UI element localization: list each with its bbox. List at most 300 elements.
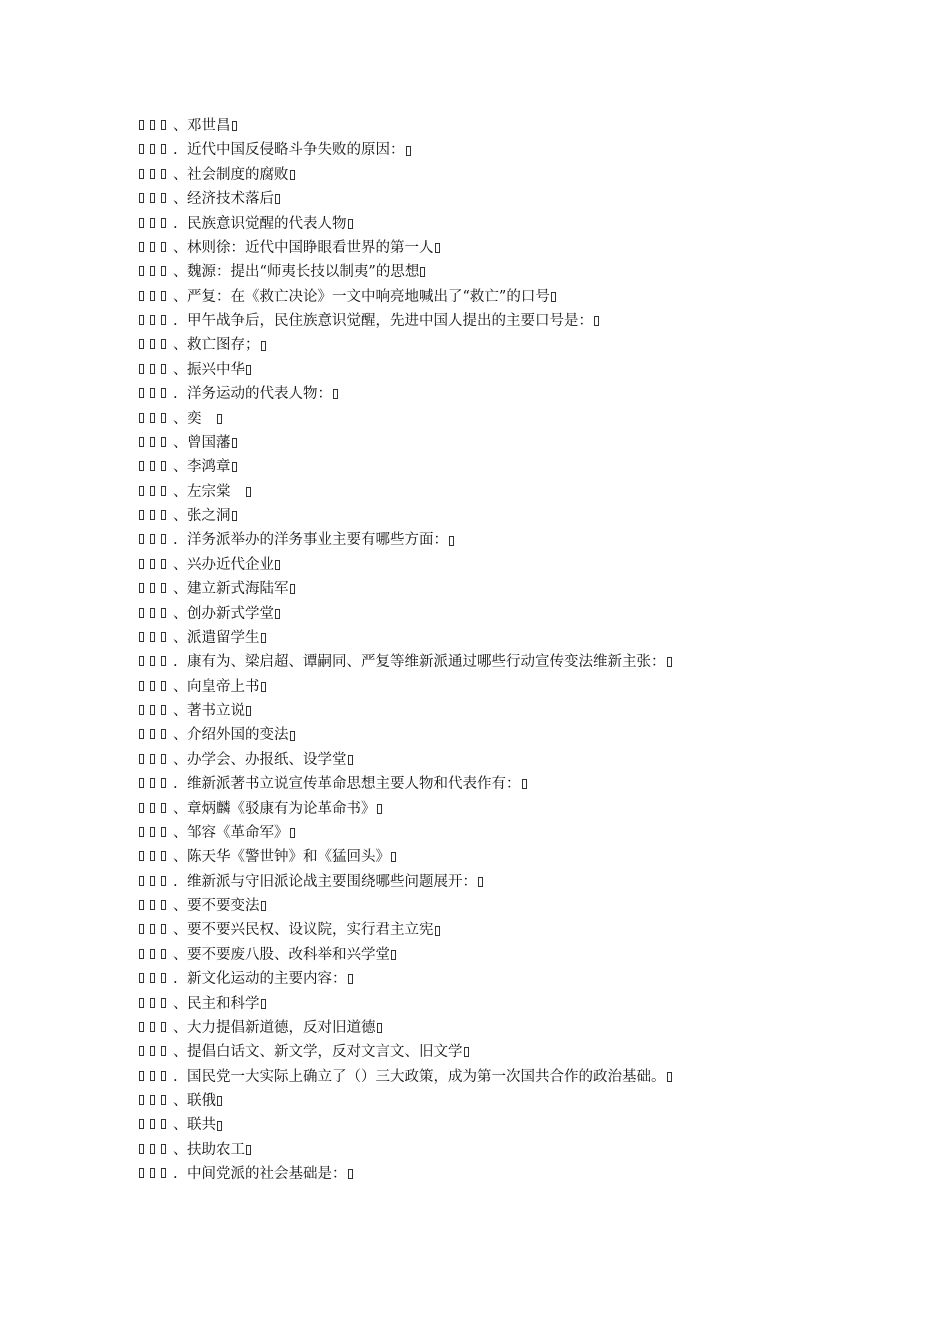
- answer-text: 要不要变法: [187, 898, 260, 914]
- missing-glyph-box: [150, 949, 155, 959]
- missing-glyph-box: [161, 1022, 166, 1032]
- line-end-glyph-box: [217, 414, 222, 424]
- missing-glyph-box: [161, 1071, 166, 1081]
- missing-glyph-box: [161, 729, 166, 739]
- answer-text: 振兴中华: [187, 361, 245, 378]
- missing-glyph-marks: [139, 894, 173, 918]
- missing-glyph-box: [161, 413, 166, 423]
- missing-glyph-marks: [139, 1162, 173, 1186]
- question-separator: .: [173, 873, 178, 890]
- missing-glyph-box: [139, 656, 144, 666]
- missing-glyph-box: [150, 144, 155, 154]
- missing-glyph-box: [139, 803, 144, 813]
- answer-line: [139, 1138, 929, 1162]
- line-end-glyph-box: [420, 267, 425, 277]
- missing-glyph-box: [150, 1095, 155, 1105]
- answer-line: [139, 504, 929, 528]
- missing-glyph-box: [139, 120, 144, 130]
- missing-glyph-box: [150, 632, 155, 642]
- question-separator: .: [173, 654, 178, 671]
- question-text: 洋务派举办的洋务事业主要有哪些方面：: [187, 532, 448, 549]
- answer-text: 林则徐：近代中国睁眼看世界的第一人: [187, 239, 434, 256]
- line-end-glyph-box: [391, 950, 396, 960]
- answer-text: 左宗棠: [187, 483, 245, 500]
- answer-line: [139, 1089, 929, 1113]
- missing-glyph-marks: [139, 358, 173, 382]
- missing-glyph-box: [139, 924, 144, 934]
- question-text: 甲午战争后，民住族意识觉醒，先进中国人提出的主要口号是：: [187, 313, 593, 329]
- missing-glyph-box: [150, 486, 155, 496]
- missing-glyph-box: [161, 120, 166, 130]
- missing-glyph-marks: [139, 821, 173, 845]
- missing-glyph-box: [139, 534, 144, 544]
- missing-glyph-box: [150, 583, 155, 593]
- missing-glyph-marks: [139, 723, 173, 747]
- missing-glyph-box: [161, 827, 166, 837]
- missing-glyph-box: [139, 437, 144, 447]
- question-separator: .: [173, 386, 178, 403]
- missing-glyph-box: [139, 266, 144, 276]
- answer-line: [139, 675, 929, 699]
- missing-glyph-box: [161, 851, 166, 861]
- line-end-glyph-box: [667, 657, 672, 667]
- missing-glyph-box: [150, 1168, 155, 1178]
- missing-glyph-box: [150, 218, 155, 228]
- line-end-glyph-box: [290, 170, 295, 180]
- missing-glyph-box: [161, 144, 166, 154]
- missing-glyph-marks: [139, 1089, 173, 1113]
- missing-glyph-box: [150, 364, 155, 374]
- missing-glyph-box: [139, 413, 144, 423]
- missing-glyph-marks: [139, 772, 173, 796]
- line-end-glyph-box: [478, 877, 483, 887]
- missing-glyph-box: [139, 218, 144, 228]
- missing-glyph-marks: [139, 187, 173, 211]
- missing-glyph-marks: [139, 431, 173, 455]
- missing-glyph-box: [161, 486, 166, 496]
- missing-glyph-box: [161, 656, 166, 666]
- missing-glyph-box: [161, 242, 166, 252]
- answer-text: 要不要兴民权、设议院，实行君主立宪: [187, 922, 434, 939]
- missing-glyph-box: [139, 608, 144, 618]
- answer-text: 介绍外国的变法: [187, 727, 289, 744]
- answer-text: 联俄: [187, 1093, 216, 1109]
- answer-text: 救亡图存；: [187, 337, 260, 354]
- missing-glyph-box: [161, 461, 166, 471]
- answer-separator: 、: [173, 361, 188, 378]
- missing-glyph-box: [139, 291, 144, 301]
- missing-glyph-box: [139, 583, 144, 593]
- answer-text: 严复：在《救亡决论》一文中响亮地喊出了“救亡”的口号: [187, 288, 550, 305]
- missing-glyph-box: [161, 266, 166, 276]
- missing-glyph-box: [139, 949, 144, 959]
- missing-glyph-box: [161, 900, 166, 910]
- missing-glyph-box: [150, 778, 155, 788]
- missing-glyph-box: [161, 559, 166, 569]
- line-end-glyph-box: [377, 1023, 382, 1033]
- missing-glyph-box: [139, 1046, 144, 1056]
- missing-glyph-marks: [139, 138, 173, 162]
- answer-separator: 、: [173, 1141, 188, 1158]
- missing-glyph-marks: [139, 333, 173, 357]
- missing-glyph-box: [139, 851, 144, 861]
- answer-line: [139, 455, 929, 479]
- answer-text: 陈天华《警世钟》和《猛回头》: [187, 849, 390, 866]
- missing-glyph-marks: [139, 163, 173, 187]
- answer-text: 创办新式学堂: [187, 605, 274, 622]
- question-text: 维新派与守旧派论战主要围绕哪些问题展开：: [187, 873, 477, 890]
- missing-glyph-box: [161, 169, 166, 179]
- missing-glyph-box: [150, 437, 155, 447]
- missing-glyph-box: [161, 291, 166, 301]
- answer-line: [139, 480, 929, 504]
- missing-glyph-box: [150, 266, 155, 276]
- missing-glyph-box: [150, 827, 155, 837]
- missing-glyph-box: [150, 291, 155, 301]
- answer-line: [139, 236, 929, 260]
- answer-text: 要不要废八股、改科举和兴学堂: [187, 946, 390, 963]
- missing-glyph-marks: [139, 650, 173, 674]
- answer-separator: 、: [173, 118, 188, 134]
- missing-glyph-marks: [139, 967, 173, 991]
- missing-glyph-marks: [139, 797, 173, 821]
- missing-glyph-box: [139, 461, 144, 471]
- missing-glyph-box: [150, 388, 155, 398]
- answer-separator: 、: [173, 898, 188, 914]
- question-line: [139, 309, 929, 333]
- answer-separator: 、: [173, 800, 188, 817]
- answer-separator: 、: [173, 629, 188, 646]
- answer-separator: 、: [173, 946, 188, 963]
- line-end-glyph-box: [261, 999, 266, 1009]
- question-line: [139, 650, 929, 674]
- answer-separator: 、: [173, 995, 188, 1012]
- question-text: 近代中国反侵略斗争失败的原因：: [187, 142, 405, 159]
- answer-line: [139, 260, 929, 284]
- missing-glyph-box: [139, 510, 144, 520]
- missing-glyph-box: [150, 193, 155, 203]
- missing-glyph-box: [161, 437, 166, 447]
- missing-glyph-box: [150, 851, 155, 861]
- missing-glyph-box: [150, 534, 155, 544]
- answer-separator: 、: [173, 1117, 188, 1134]
- answer-line: [139, 626, 929, 650]
- answer-text: 向皇帝上书: [187, 678, 260, 695]
- line-end-glyph-box: [594, 316, 599, 326]
- answer-text: 提倡白话文、新文学，反对文言文、旧文学: [187, 1044, 463, 1061]
- answer-separator: 、: [173, 459, 188, 476]
- missing-glyph-box: [139, 559, 144, 569]
- missing-glyph-box: [139, 193, 144, 203]
- line-end-glyph-box: [232, 462, 237, 472]
- answer-separator: 、: [173, 581, 188, 598]
- answer-line: [139, 577, 929, 601]
- missing-glyph-box: [161, 632, 166, 642]
- question-text: 国民党一大实际上确立了（）三大政策，成为第一次国共合作的政治基础。: [187, 1068, 666, 1085]
- answer-line: [139, 1016, 929, 1040]
- missing-glyph-box: [161, 510, 166, 520]
- answer-line: [139, 943, 929, 967]
- line-end-glyph-box: [348, 755, 353, 765]
- answer-separator: 、: [173, 824, 188, 841]
- missing-glyph-box: [139, 339, 144, 349]
- missing-glyph-box: [150, 461, 155, 471]
- missing-glyph-box: [161, 924, 166, 934]
- answer-line: [139, 1040, 929, 1064]
- missing-glyph-marks: [139, 407, 173, 431]
- question-separator: .: [173, 1166, 178, 1183]
- question-line: [139, 772, 929, 796]
- missing-glyph-box: [150, 608, 155, 618]
- line-end-glyph-box: [232, 121, 237, 131]
- question-separator: .: [173, 532, 178, 549]
- missing-glyph-box: [161, 218, 166, 228]
- answer-text: 张之洞: [187, 508, 231, 524]
- question-separator: .: [173, 313, 178, 329]
- missing-glyph-box: [150, 339, 155, 349]
- missing-glyph-box: [161, 803, 166, 813]
- missing-glyph-box: [161, 608, 166, 618]
- missing-glyph-box: [161, 778, 166, 788]
- missing-glyph-box: [161, 193, 166, 203]
- answer-text: 李鸿章: [187, 459, 231, 476]
- line-end-glyph-box: [217, 1121, 222, 1131]
- line-end-glyph-box: [290, 731, 295, 741]
- missing-glyph-marks: [139, 285, 173, 309]
- answer-text: 著书立说: [187, 703, 245, 719]
- question-text: 洋务运动的代表人物：: [187, 386, 332, 403]
- missing-glyph-marks: [139, 1138, 173, 1162]
- line-end-glyph-box: [246, 365, 251, 375]
- line-end-glyph-box: [261, 682, 266, 692]
- missing-glyph-box: [161, 339, 166, 349]
- answer-separator: 、: [173, 1093, 188, 1109]
- line-end-glyph-box: [275, 194, 280, 204]
- question-text: 民族意识觉醒的代表人物: [187, 215, 347, 232]
- answer-line: [139, 748, 929, 772]
- line-end-glyph-box: [261, 901, 266, 911]
- missing-glyph-marks: [139, 1113, 173, 1137]
- missing-glyph-box: [150, 315, 155, 325]
- missing-glyph-box: [150, 656, 155, 666]
- missing-glyph-box: [161, 315, 166, 325]
- answer-separator: 、: [173, 556, 188, 573]
- answer-line: [139, 333, 929, 357]
- answer-line: [139, 992, 929, 1016]
- line-end-glyph-box: [406, 146, 411, 156]
- answer-separator: 、: [173, 483, 188, 500]
- answer-line: [139, 723, 929, 747]
- question-line: [139, 528, 929, 552]
- missing-glyph-marks: [139, 236, 173, 260]
- answer-separator: 、: [173, 922, 188, 939]
- line-end-glyph-box: [246, 706, 251, 716]
- answer-text: 章炳麟《驳康有为论革命书》: [187, 800, 376, 817]
- missing-glyph-marks: [139, 114, 173, 138]
- answer-text: 曾国藩: [187, 434, 231, 451]
- missing-glyph-box: [150, 510, 155, 520]
- line-end-glyph-box: [391, 852, 396, 862]
- line-end-glyph-box: [449, 536, 454, 546]
- answer-separator: 、: [173, 264, 188, 281]
- missing-glyph-marks: [139, 504, 173, 528]
- answer-text: 邓世昌: [187, 118, 231, 134]
- line-end-glyph-box: [333, 389, 338, 399]
- answer-text: 扶助农工: [187, 1141, 245, 1158]
- question-text: 康有为、梁启超、谭嗣同、严复等维新派通过哪些行动宣传变法维新主张：: [187, 654, 666, 671]
- missing-glyph-box: [161, 1046, 166, 1056]
- missing-glyph-box: [139, 1095, 144, 1105]
- missing-glyph-marks: [139, 1040, 173, 1064]
- missing-glyph-marks: [139, 1016, 173, 1040]
- answer-text: 邹容《革命军》: [187, 824, 289, 841]
- document-body: [139, 114, 929, 1187]
- missing-glyph-box: [161, 388, 166, 398]
- missing-glyph-marks: [139, 212, 173, 236]
- missing-glyph-box: [139, 1119, 144, 1129]
- line-end-glyph-box: [275, 609, 280, 619]
- missing-glyph-box: [139, 315, 144, 325]
- answer-separator: 、: [173, 191, 188, 208]
- missing-glyph-box: [161, 949, 166, 959]
- missing-glyph-box: [161, 534, 166, 544]
- answer-separator: 、: [173, 703, 188, 719]
- line-end-glyph-box: [275, 560, 280, 570]
- answer-separator: 、: [173, 337, 188, 354]
- answer-text: 经济技术落后: [187, 191, 274, 208]
- line-end-glyph-box: [246, 1145, 251, 1155]
- answer-separator: 、: [173, 508, 188, 524]
- answer-text: 民主和科学: [187, 995, 260, 1012]
- line-end-glyph-box: [551, 292, 556, 302]
- answer-separator: 、: [173, 410, 188, 427]
- missing-glyph-box: [150, 681, 155, 691]
- answer-separator: 、: [173, 1044, 188, 1061]
- line-end-glyph-box: [435, 243, 440, 253]
- line-end-glyph-box: [667, 1072, 672, 1082]
- answer-text: 联共: [187, 1117, 216, 1134]
- question-line: [139, 212, 929, 236]
- answer-separator: 、: [173, 727, 188, 744]
- answer-text: 派遣留学生: [187, 629, 260, 646]
- answer-text: 社会制度的腐败: [187, 166, 289, 183]
- missing-glyph-box: [150, 1071, 155, 1081]
- missing-glyph-box: [139, 632, 144, 642]
- missing-glyph-box: [139, 681, 144, 691]
- missing-glyph-box: [150, 754, 155, 764]
- line-end-glyph-box: [232, 438, 237, 448]
- missing-glyph-box: [139, 876, 144, 886]
- missing-glyph-marks: [139, 602, 173, 626]
- missing-glyph-box: [139, 242, 144, 252]
- answer-line: [139, 553, 929, 577]
- question-separator: .: [173, 215, 178, 232]
- answer-line: [139, 602, 929, 626]
- missing-glyph-marks: [139, 626, 173, 650]
- missing-glyph-box: [150, 705, 155, 715]
- answer-line: [139, 114, 929, 138]
- missing-glyph-marks: [139, 675, 173, 699]
- answer-line: [139, 187, 929, 211]
- line-end-glyph-box: [464, 1047, 469, 1057]
- answer-text: 兴办近代企业: [187, 556, 274, 573]
- missing-glyph-box: [139, 1071, 144, 1081]
- missing-glyph-box: [150, 559, 155, 569]
- missing-glyph-marks: [139, 870, 173, 894]
- line-end-glyph-box: [377, 804, 382, 814]
- answer-separator: 、: [173, 239, 188, 256]
- answer-line: [139, 431, 929, 455]
- question-line: [139, 138, 929, 162]
- missing-glyph-box: [139, 705, 144, 715]
- line-end-glyph-box: [522, 779, 527, 789]
- line-end-glyph-box: [246, 487, 251, 497]
- missing-glyph-box: [161, 681, 166, 691]
- missing-glyph-box: [139, 364, 144, 374]
- missing-glyph-box: [150, 924, 155, 934]
- missing-glyph-box: [139, 1168, 144, 1178]
- missing-glyph-box: [139, 1022, 144, 1032]
- line-end-glyph-box: [348, 974, 353, 984]
- missing-glyph-box: [161, 1095, 166, 1105]
- line-end-glyph-box: [290, 584, 295, 594]
- answer-separator: 、: [173, 1019, 188, 1036]
- missing-glyph-marks: [139, 382, 173, 406]
- missing-glyph-box: [161, 998, 166, 1008]
- answer-text: 建立新式海陆军: [187, 581, 289, 598]
- line-end-glyph-box: [261, 341, 266, 351]
- question-separator: .: [173, 1068, 178, 1085]
- line-end-glyph-box: [290, 828, 295, 838]
- missing-glyph-box: [150, 1046, 155, 1056]
- line-end-glyph-box: [261, 633, 266, 643]
- answer-line: [139, 894, 929, 918]
- missing-glyph-box: [139, 486, 144, 496]
- missing-glyph-box: [150, 998, 155, 1008]
- answer-separator: 、: [173, 849, 188, 866]
- missing-glyph-box: [139, 754, 144, 764]
- line-end-glyph-box: [348, 219, 353, 229]
- answer-line: [139, 407, 929, 431]
- answer-line: [139, 358, 929, 382]
- missing-glyph-box: [139, 827, 144, 837]
- line-end-glyph-box: [435, 926, 440, 936]
- answer-text: 办学会、办报纸、设学堂: [187, 751, 347, 768]
- missing-glyph-marks: [139, 845, 173, 869]
- missing-glyph-marks: [139, 577, 173, 601]
- missing-glyph-box: [161, 1168, 166, 1178]
- missing-glyph-marks: [139, 1065, 173, 1089]
- question-line: [139, 870, 929, 894]
- missing-glyph-box: [161, 364, 166, 374]
- missing-glyph-marks: [139, 699, 173, 723]
- answer-separator: 、: [173, 166, 188, 183]
- answer-line: [139, 285, 929, 309]
- missing-glyph-marks: [139, 553, 173, 577]
- missing-glyph-marks: [139, 480, 173, 504]
- question-separator: .: [173, 776, 178, 793]
- answer-separator: 、: [173, 434, 188, 451]
- answer-line: [139, 821, 929, 845]
- missing-glyph-marks: [139, 943, 173, 967]
- question-separator: .: [173, 142, 178, 159]
- missing-glyph-box: [139, 998, 144, 1008]
- answer-line: [139, 918, 929, 942]
- missing-glyph-box: [139, 388, 144, 398]
- missing-glyph-box: [161, 973, 166, 983]
- missing-glyph-box: [139, 778, 144, 788]
- missing-glyph-box: [161, 583, 166, 593]
